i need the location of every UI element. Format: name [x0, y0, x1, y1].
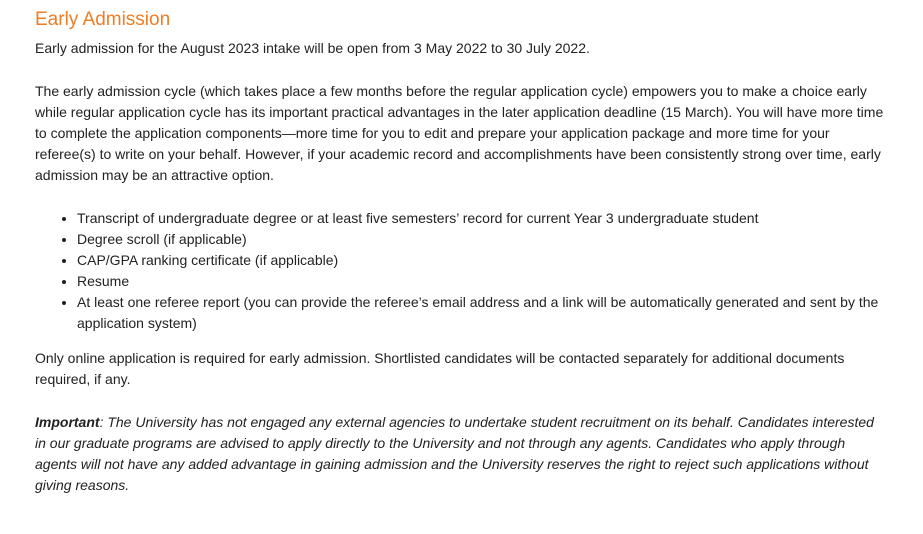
important-notice: [35, 412, 885, 496]
list-item: • Degree scroll (if applicable): [77, 229, 885, 250]
intro-paragraph: Early admission for the August 2023 intake will be open from 3 May 2022 to 30 July 2022.: [35, 40, 590, 56]
section-title: Early Admission: [35, 9, 171, 30]
list-item: • Transcript of undergraduate degree or at least five semesters’ record for current Year 3 undergraduate student: [77, 208, 885, 229]
cycle-description-paragraph: The early admission cycle (which takes place a few months before the regular application cycle) empowers you to make a choice early while regular application cycle has its important practical advantages in the later application deadline (15 March). You will have more time to complete the application components—more time for you to edit and prepare your application package and more time for your referee(s) to write on your behalf. However, if your academic record and accomplishments have been consistently strong over time, early admission may be an attractive option.: [35, 83, 884, 183]
online-application-note: Only online application is required for early admission. Shortlisted candidates will be contacted separately for additional documents required, if any.: [35, 350, 845, 387]
list-item: • Resume: [77, 271, 885, 292]
requirements-list: [35, 208, 885, 334]
list-item: • CAP/GPA ranking certificate (if applicable): [77, 250, 885, 271]
list-item: • At least one referee report (you can provide the referee’s email address and a link will be automatically generated and sent by the application system): [77, 292, 885, 334]
important-label: Important: [35, 414, 100, 430]
important-text: : The University has not engaged any external agencies to undertake student recruitment on its behalf. Candidates interested in our graduate programs are advised to apply directly to the University and not through any agents. Candidates who apply through agents will not have any added advantage in gaining admission and the University reserves the right to reject such applications without giving reasons.: [35, 414, 874, 493]
early-admission-section: [35, 8, 885, 496]
